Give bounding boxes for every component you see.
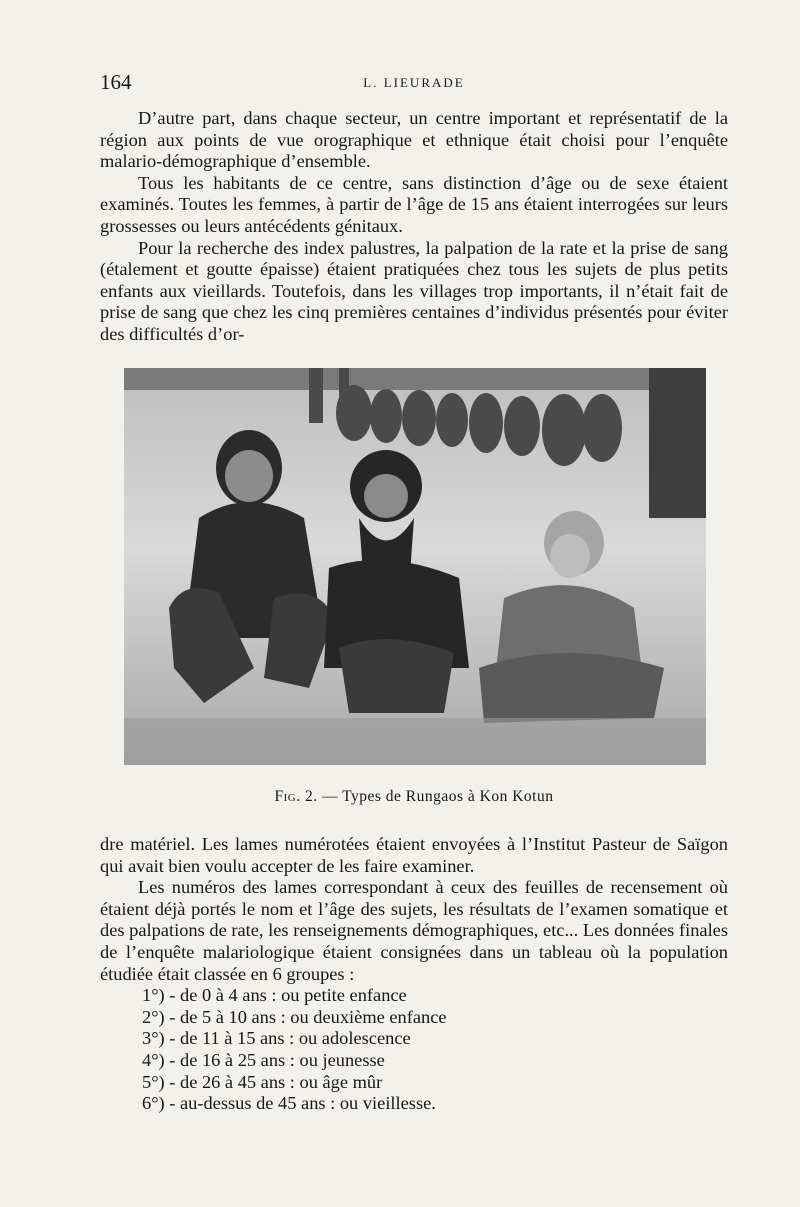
paragraph: Pour la recherche des index palustres, la palpation de la rate et la prise de sang (étalement et goutte épaisse) étaient pratiquées chez tous les sujets de plus petits enfants aux vieillards. Toutefois, dans les villages trop importants, il n’était fait de prise de sang que chez les cinq premières centaines d’individus présentés pour éviter des difficultés d’or- bbox=[100, 237, 728, 344]
list-item: 1°) - de 0 à 4 ans : ou petite enfance bbox=[142, 985, 407, 1006]
caption-dash: — bbox=[321, 788, 338, 805]
figure-title: Types de Rungaos à Kon Kotun bbox=[342, 788, 554, 805]
figure-label: Fig. 2. bbox=[274, 788, 318, 805]
page-header bbox=[100, 70, 728, 96]
list-item: 6°) - au-dessus de 45 ans : ou vieillesse. bbox=[142, 1093, 436, 1114]
paragraph: dre matériel. Les lames numérotées étaient envoyées à l’Institut Pasteur de Saïgon qui avait bien voulu accepter de les faire examiner. bbox=[100, 834, 728, 876]
paragraph: D’autre part, dans chaque secteur, un centre important et représentatif de la région aux points de vue orographique et ethnique était choisi pour l’enquête malario-démographique d’ensemble. bbox=[100, 108, 728, 172]
paragraph: Tous les habitants de ce centre, sans distinction d’âge ou de sexe étaient examinés. Toutes les femmes, à partir de l’âge de 15 ans étaient interrogées sur leurs grossesses ou leurs antécédents génitaux. bbox=[100, 172, 728, 236]
list-item: 3°) - de 11 à 15 ans : ou adolescence bbox=[142, 1028, 411, 1049]
page-number: 164 bbox=[100, 70, 132, 94]
list-item: 5°) - de 26 à 45 ans : ou âge mûr bbox=[142, 1071, 383, 1092]
figure-photo bbox=[124, 368, 706, 765]
paragraph: Les numéros des lames correspondant à ceux des feuilles de recensement où étaient déjà portés le nom et l’âge des sujets, les résultats de l’examen somatique et des palpations de rate, les renseignements démographiques, etc... Les données finales de l’enquête malariologique étaient consignées dans un tableau où la population étudiée était classée en 6 groupes : bbox=[100, 877, 728, 984]
figure-caption bbox=[100, 788, 728, 806]
running-head: L. LIEURADE bbox=[363, 75, 465, 90]
list-item: 4°) - de 16 à 25 ans : ou jeunesse bbox=[142, 1049, 385, 1070]
list-item: 2°) - de 5 à 10 ans : ou deuxième enfance bbox=[142, 1006, 447, 1027]
text-block-top bbox=[100, 108, 728, 346]
age-group-list bbox=[100, 985, 728, 1115]
text-block-bottom bbox=[100, 834, 728, 1115]
